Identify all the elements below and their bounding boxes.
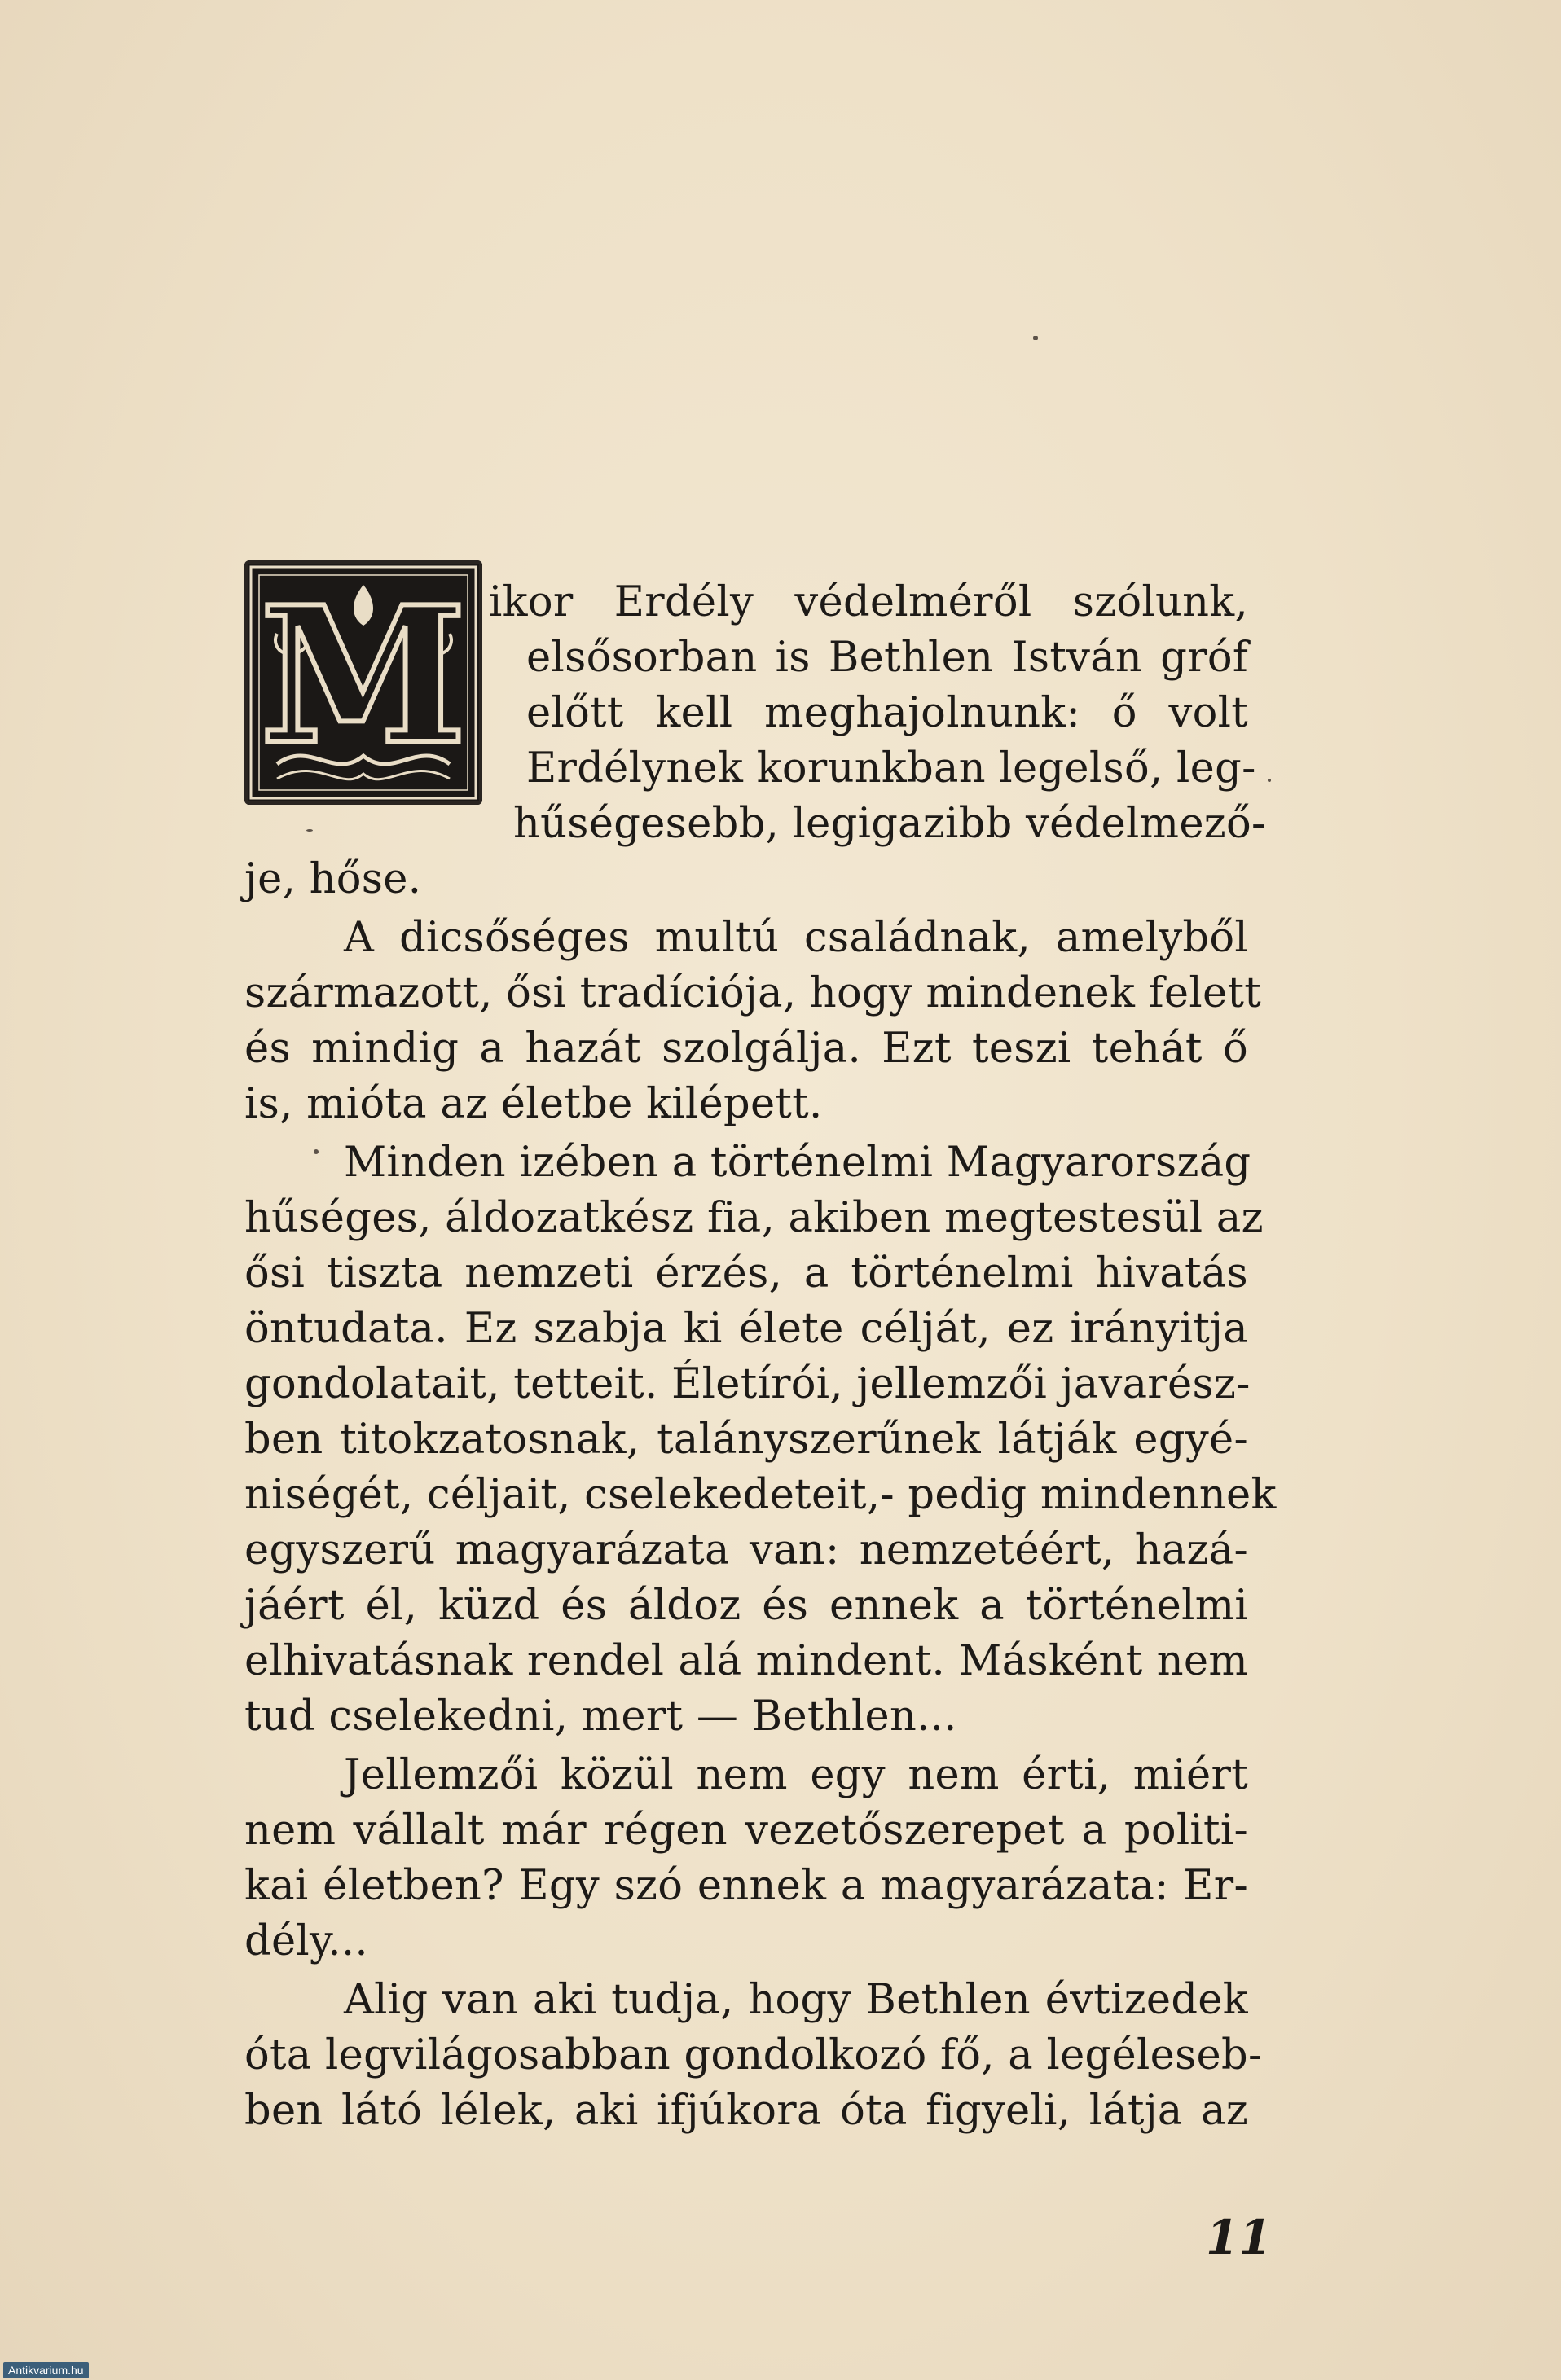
text-line: gondolatait, tetteit. Életírói, jellemzői javarész-: [244, 1360, 1251, 1408]
text-line: kai életben? Egy szó ennek a magyarázata: Er-: [244, 1862, 1248, 1910]
text-line: tud cselekedni, mert — Bethlen...: [244, 1693, 957, 1741]
text-line: hűségesebb, legigazibb védelmező-: [513, 800, 1266, 848]
text-line: származott, ősi tradíciója, hogy mindenek felett: [244, 969, 1262, 1017]
drop-cap-ornament-icon: [244, 560, 482, 805]
watermark: Antikvarium.hu: [3, 2362, 89, 2378]
text-line: dély...: [244, 1917, 368, 1965]
text-line: A dicsőséges multú családnak, amelyből: [344, 914, 1248, 962]
text-line: ben titokzatosnak, talányszerűnek látják egyé-: [244, 1416, 1248, 1464]
text-line: elsősorban is Bethlen István gróf: [526, 634, 1248, 682]
text-line: jáért él, küzd és áldoz és ennek a történelmi: [244, 1582, 1248, 1630]
text-line: Minden izében a történelmi Magyarország: [344, 1139, 1251, 1187]
text-line: óta legvilágosabban gondolkozó fő, a legéleseb-: [244, 2031, 1263, 2079]
text-line: je, hőse.: [244, 855, 422, 903]
text-line: niségét, céljait, cselekedeteit,- pedig mindennek: [244, 1471, 1277, 1519]
text-line: öntudata. Ez szabja ki élete célját, ez irányitja: [244, 1305, 1248, 1353]
text-line: ikor Erdély védelméről szólunk,: [489, 578, 1248, 626]
drop-cap-letter: M: [259, 566, 468, 786]
text-line: ben látó lélek, aki ifjúkora óta figyeli, látja az: [244, 2087, 1248, 2135]
paper-speck: [1033, 336, 1038, 340]
paper-speck: [306, 829, 313, 832]
text-line: előtt kell meghajolnunk: ő volt: [526, 689, 1248, 737]
text-line: hűséges, áldozatkész fia, akiben megtestesül az: [244, 1194, 1264, 1242]
page-number: 11: [1206, 2210, 1272, 2265]
text-line: Alig van aki tudja, hogy Bethlen évtizedek: [344, 1976, 1248, 2024]
text-line: elhivatásnak rendel alá mindent. Másként nem: [244, 1637, 1248, 1685]
text-line: Jellemzői közül nem egy nem érti, miért: [344, 1751, 1248, 1799]
text-line: ősi tiszta nemzeti érzés, a történelmi hivatás: [244, 1249, 1248, 1298]
paper-speck: [314, 1149, 319, 1154]
paper-speck: [1268, 779, 1271, 782]
text-line: nem vállalt már régen vezetőszerepet a politi-: [244, 1807, 1248, 1855]
drop-cap-ornament: [244, 560, 482, 805]
text-line: és mindig a hazát szolgálja. Ezt teszi tehát ő: [244, 1025, 1248, 1073]
text-line: Erdélynek korunkban legelső, leg-: [526, 744, 1256, 793]
text-line: egyszerű magyarázata van: nemzetéért, hazá-: [244, 1526, 1248, 1574]
text-line: is, mióta az életbe kilépett.: [244, 1080, 823, 1128]
